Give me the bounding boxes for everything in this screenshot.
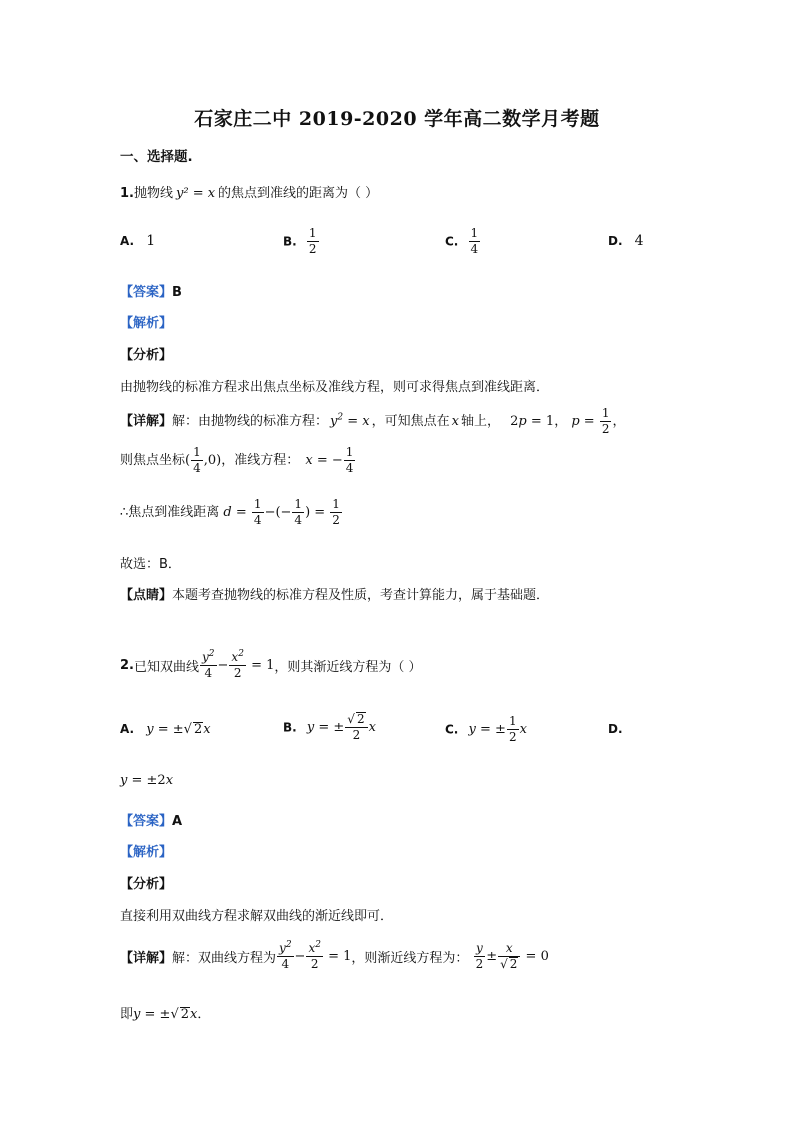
answer-tag: 【答案】 xyxy=(120,285,173,300)
fenxi-tag: 【分析】 xyxy=(120,877,173,892)
fraction: $\frac{x}{√ 2}$ xyxy=(498,941,520,972)
fraction: $\frac{x^2}{2}$ xyxy=(231,649,244,680)
fraction: $\frac{x^2}{2}$ xyxy=(308,940,321,971)
question-number: 2. xyxy=(120,658,134,673)
fraction: $\frac{1}{2}$ xyxy=(308,226,317,256)
option-d[interactable]: D. 4 xyxy=(608,233,644,249)
answer-value: A xyxy=(172,814,183,829)
option-c[interactable]: C. $\frac{1}{4}$ xyxy=(445,226,479,256)
fraction: $\frac{1}{2}$ xyxy=(601,406,610,436)
answer-tag: 【答案】 xyxy=(120,814,173,829)
answer-value: B xyxy=(172,285,182,300)
option-d[interactable]: D. xyxy=(608,722,623,736)
detail-line-2: 即y = ±√ 2x． xyxy=(120,1007,211,1022)
equation: y² = x xyxy=(176,186,216,201)
fraction: $\frac{1}{4}$ xyxy=(470,226,479,256)
answer-line xyxy=(120,281,182,300)
fraction: $\frac{1}{4}$ xyxy=(253,497,262,527)
option-c[interactable]: C. y = ± $\frac{1}{2}$ x xyxy=(445,714,527,744)
fenxi-text: 直接利用双曲线方程求解双曲线的渐近线即可． xyxy=(120,909,394,924)
page-title: 石家庄二中 2019-2020 学年高二数学月考题 xyxy=(194,108,600,130)
conclusion: 故选：B． xyxy=(120,557,181,572)
fraction: $\frac{y^2}{4}$ xyxy=(279,940,292,971)
section-heading: 一、选择题. xyxy=(120,149,193,165)
analysis-tag: 【解析】 xyxy=(120,316,173,331)
detail-line-1: 【详解】解：由抛物线的标准方程： $y^2 = x$ ，可知焦点在 x 轴上， 2p = 1， p = $\frac{1}{2}$ ， xyxy=(120,406,626,436)
comment-line: 【点睛】本题考查抛物线的标准方程及性质，考查计算能力，属于基础题． xyxy=(120,588,550,603)
fraction: $\frac{y}{2}$ xyxy=(475,941,484,971)
detail-line-3: ∴焦点到准线距离 d = $\frac{1}{4}$ −(− $\frac{1}{4}$ ) = $\frac{1}{2}$ xyxy=(120,497,340,527)
option-b[interactable]: B. $\frac{1}{2}$ xyxy=(283,226,317,256)
question-number: 1. xyxy=(120,186,134,201)
fraction: $\frac{1}{4}$ xyxy=(294,497,303,527)
fraction: $\frac{1}{4}$ xyxy=(345,445,354,475)
fraction: $\frac{1}{2}$ xyxy=(508,714,517,744)
fenxi-text: 由抛物线的标准方程求出焦点坐标及准线方程，则可求得焦点到准线距离． xyxy=(120,380,550,395)
analysis-tag: 【解析】 xyxy=(120,845,173,860)
option-d-value: y = ±2x xyxy=(120,773,174,788)
detail-line-1: 【详解】解：双曲线方程为 $\frac{y^2}{4}$ − $\frac{x^2}{2}$ = 1，则渐近线方程为： $\frac{y}{2}$ ± $\frac{x}{√ 2}$ = 0 xyxy=(120,940,549,971)
option-a[interactable]: A. 1 xyxy=(120,233,156,249)
fraction: $\frac{y^2}{4}$ xyxy=(202,649,215,680)
option-a[interactable]: A. y = ±√ 2x xyxy=(120,722,211,737)
question-2-stem: 2.已知双曲线 $\frac{y^2}{4}$ − $\frac{x^2}{2}$ = 1，则其渐近线方程为（ ） xyxy=(120,649,422,680)
detail-line-2: 则焦点坐标( $\frac{1}{4}$ ,0)，准线方程： x = − $\frac{1}{4}$ xyxy=(120,445,354,475)
fenxi-tag: 【分析】 xyxy=(120,348,173,363)
fraction: $\frac{1}{2}$ xyxy=(332,497,340,527)
option-b[interactable]: B. y = ± $\frac{√ 2}{2}$ x xyxy=(283,712,376,742)
fraction: $\frac{1}{4}$ xyxy=(193,445,201,475)
answer-line xyxy=(120,810,182,829)
question-1-stem: 1.抛物线 y² = x 的焦点到准线的距离为（ ） xyxy=(120,186,379,201)
fraction: $\frac{√ 2}{2}$ xyxy=(345,712,367,743)
